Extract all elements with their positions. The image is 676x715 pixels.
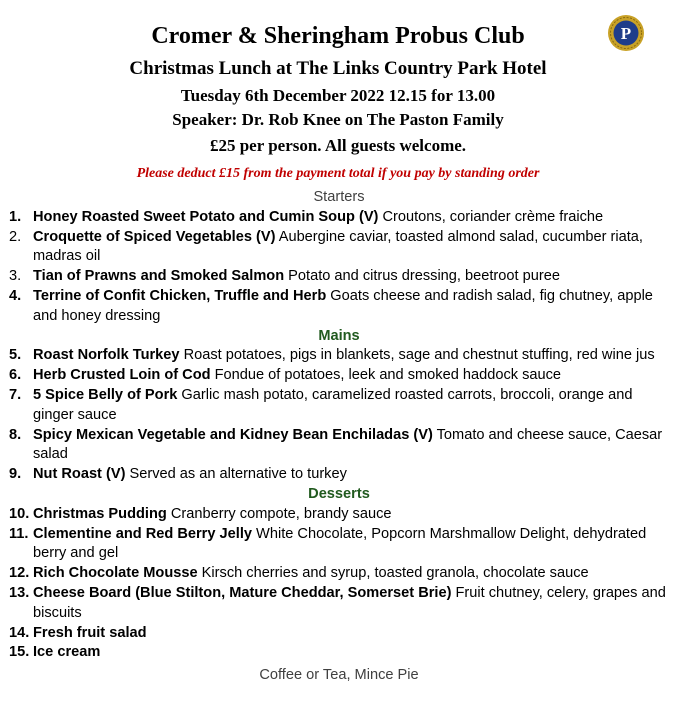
menu-item — [9, 386, 669, 426]
menu-item-text — [33, 426, 669, 466]
menu-item-number: 8. — [9, 426, 22, 443]
menu-item-number: 6. — [9, 367, 22, 384]
menu-item-number: 15. — [9, 644, 30, 661]
menu-item — [9, 426, 669, 466]
desserts-heading: Desserts — [308, 485, 370, 502]
menu-item-number: 11. — [9, 525, 29, 542]
mains-heading: Mains — [318, 327, 360, 344]
dish-description: Goats cheese and radish salad, fig chutney, apple and honey dressing — [33, 287, 653, 324]
payment-note: Please deduct £15 from the payment total if you pay by standing order — [136, 166, 540, 181]
menu-item-number: 12. — [9, 565, 30, 582]
menu-item — [9, 228, 669, 268]
menu-item-text — [33, 386, 669, 426]
dish-name: Christmas Pudding — [33, 505, 167, 522]
dish-name: Ice cream — [33, 644, 101, 661]
dish-name: Herb Crusted Loin of Cod — [33, 367, 211, 384]
desserts-list — [9, 505, 669, 663]
menu-item-number: 3. — [9, 268, 22, 285]
menu-item-number: 14. — [9, 624, 30, 641]
event-price: £25 per person. All guests welcome. — [209, 136, 467, 155]
menu-item-number: 2. — [9, 228, 22, 245]
dish-name: Terrine of Confit Chicken, Truffle and Herb — [33, 287, 327, 304]
menu-item — [9, 505, 669, 525]
starters-heading: Starters — [313, 189, 365, 205]
dish-description: Fondue of potatoes, leek and smoked haddock sauce — [210, 367, 562, 384]
menu-item-number: 10. — [9, 505, 30, 522]
menu-item — [9, 564, 669, 584]
dish-description: Cranberry compote, brandy sauce — [166, 505, 392, 522]
menu-item-text — [33, 228, 669, 268]
dish-description: Kirsch cherries and syrup, toasted granola, chocolate sauce — [197, 565, 589, 582]
menu-list — [9, 188, 669, 686]
menu-item-number: 4. — [9, 287, 22, 304]
menu-item-text — [33, 287, 669, 327]
menu-item-number: 5. — [9, 347, 22, 364]
menu-item — [9, 346, 669, 366]
menu-item-text — [33, 465, 669, 485]
menu-item-number: 9. — [9, 466, 22, 483]
menu-item-number: 1. — [9, 208, 22, 225]
dish-name: Tian of Prawns and Smoked Salmon — [33, 268, 285, 285]
dish-name: Nut Roast (V) — [33, 466, 126, 483]
mains-list — [9, 346, 669, 485]
dish-description: Garlic mash potato, caramelized roasted carrots, broccoli, orange and ginger sauce — [33, 386, 633, 423]
menu-item — [9, 525, 669, 565]
menu-item-text — [33, 624, 669, 644]
menu-item-text — [33, 564, 669, 584]
page-title: Cromer & Sheringham Probus Club — [151, 23, 525, 49]
dish-name: Roast Norfolk Turkey — [33, 347, 180, 364]
dish-description: White Chocolate, Popcorn Marshmallow Delight, dehydrated berry and gel — [33, 525, 647, 562]
menu-item-text — [33, 525, 669, 565]
event-date: Tuesday 6th December 2022 12.15 for 13.00 — [180, 86, 496, 105]
menu-item-text — [33, 505, 669, 525]
dish-description: Served as an alternative to turkey — [125, 466, 347, 483]
logo-letter: P — [620, 24, 632, 43]
menu-item — [9, 287, 669, 327]
dish-name: Spicy Mexican Vegetable and Kidney Bean Enchiladas (V) — [33, 426, 433, 443]
menu-item — [9, 465, 669, 485]
menu-item-text — [33, 346, 669, 366]
dish-name: Croquette of Spiced Vegetables (V) — [33, 228, 276, 245]
starters-list — [9, 208, 669, 327]
dish-name: 5 Spice Belly of Pork — [33, 386, 178, 403]
dish-description: Tomato and cheese sauce, Caesar salad — [33, 426, 663, 463]
menu-item — [9, 584, 669, 624]
menu-item-text — [33, 643, 669, 663]
menu-item — [9, 643, 669, 663]
menu-item-text — [33, 208, 669, 228]
dish-description: Potato and citrus dressing, beetroot puree — [284, 268, 560, 285]
dish-name: Honey Roasted Sweet Potato and Cumin Soup (V) — [33, 208, 379, 225]
menu-item-number: 7. — [9, 386, 22, 403]
probus-logo-icon — [607, 14, 645, 52]
menu-footer: Coffee or Tea, Mince Pie — [259, 667, 419, 684]
menu-item — [9, 366, 669, 386]
dish-name: Rich Chocolate Mousse — [33, 565, 198, 582]
menu-item-text — [33, 584, 669, 624]
event-title: Christmas Lunch at The Links Country Park Hotel — [129, 58, 547, 79]
menu-item-text — [33, 267, 669, 287]
dish-description: Aubergine caviar, toasted almond salad, cucumber riata, madras oil — [33, 228, 643, 265]
dish-description: Roast potatoes, pigs in blankets, sage and chestnut stuffing, red wine jus — [179, 347, 655, 364]
menu-item — [9, 267, 669, 287]
dish-description: Croutons, coriander crème fraiche — [378, 208, 604, 225]
menu-item — [9, 624, 669, 644]
menu-item-number: 13. — [9, 584, 30, 601]
event-speaker: Speaker: Dr. Rob Knee on The Paston Family — [172, 110, 504, 129]
dish-name: Clementine and Red Berry Jelly — [33, 525, 252, 542]
dish-name: Fresh fruit salad — [33, 624, 147, 641]
menu-item — [9, 208, 669, 228]
menu-item-text — [33, 366, 669, 386]
dish-description: Fruit chutney, celery, grapes and biscuits — [33, 584, 666, 621]
dish-name: Cheese Board (Blue Stilton, Mature Cheddar, Somerset Brie) — [33, 584, 452, 601]
